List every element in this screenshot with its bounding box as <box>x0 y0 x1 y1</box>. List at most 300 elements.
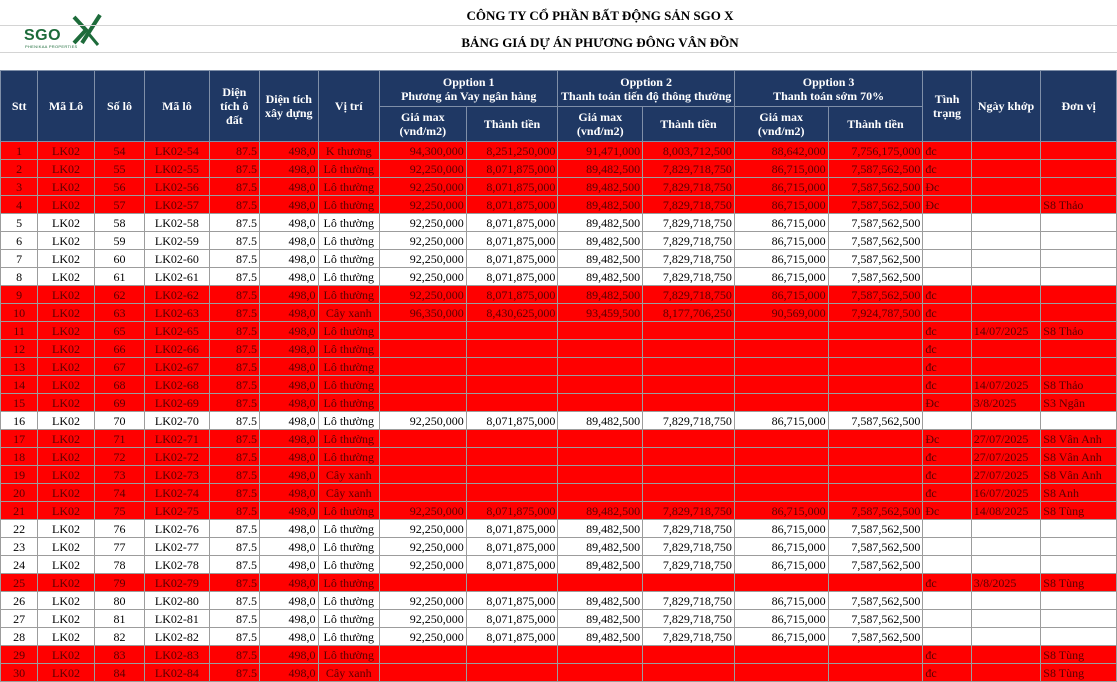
cell-ma-lo[interactable]: LK02 <box>38 160 94 178</box>
cell-opt2-thanh-tien[interactable]: 7,829,718,750 <box>643 556 735 574</box>
cell-so-lo[interactable]: 56 <box>94 178 144 196</box>
cell-opt3-gia-max[interactable]: 86,715,000 <box>734 196 828 214</box>
cell-stt[interactable]: 20 <box>1 484 38 502</box>
cell-ngay-khop[interactable] <box>971 592 1041 610</box>
cell-ngay-khop[interactable] <box>971 196 1041 214</box>
cell-ma-lo[interactable]: LK02 <box>38 592 94 610</box>
cell-opt2-gia-max[interactable]: 89,482,500 <box>558 250 643 268</box>
cell-vi-tri[interactable]: Lô thường <box>318 430 379 448</box>
cell-opt2-thanh-tien[interactable]: 7,829,718,750 <box>643 196 735 214</box>
cell-stt[interactable]: 9 <box>1 286 38 304</box>
cell-opt2-gia-max[interactable]: 89,482,500 <box>558 610 643 628</box>
cell-opt1-gia-max[interactable] <box>380 394 467 412</box>
cell-opt3-gia-max[interactable]: 90,569,000 <box>734 304 828 322</box>
cell-opt1-thanh-tien[interactable]: 8,071,875,000 <box>466 178 558 196</box>
cell-so-lo[interactable]: 63 <box>94 304 144 322</box>
cell-opt1-thanh-tien[interactable]: 8,430,625,000 <box>466 304 558 322</box>
cell-opt2-thanh-tien[interactable]: 7,829,718,750 <box>643 610 735 628</box>
cell-opt3-thanh-tien[interactable]: 7,587,562,500 <box>828 214 923 232</box>
cell-opt3-thanh-tien[interactable] <box>828 574 923 592</box>
cell-dien-tich-dat[interactable]: 87.5 <box>209 214 259 232</box>
cell-ma-lo-code[interactable]: LK02-70 <box>145 412 210 430</box>
cell-dien-tich-dat[interactable]: 87.5 <box>209 466 259 484</box>
cell-ma-lo[interactable]: LK02 <box>38 574 94 592</box>
cell-opt2-thanh-tien[interactable]: 7,829,718,750 <box>643 286 735 304</box>
cell-dien-tich-xay-dung[interactable]: 498,0 <box>260 448 318 466</box>
cell-ma-lo-code[interactable]: LK02-71 <box>145 430 210 448</box>
cell-ma-lo[interactable]: LK02 <box>38 538 94 556</box>
header-opt2-thanh-tien[interactable]: Thành tiền <box>643 107 735 142</box>
cell-opt3-thanh-tien[interactable]: 7,587,562,500 <box>828 286 923 304</box>
cell-ngay-khop[interactable] <box>971 214 1041 232</box>
cell-don-vi[interactable]: S8 Thảo <box>1041 196 1117 214</box>
cell-opt2-gia-max[interactable] <box>558 358 643 376</box>
cell-vi-tri[interactable]: Lô thường <box>318 394 379 412</box>
cell-opt1-gia-max[interactable] <box>380 466 467 484</box>
cell-opt2-gia-max[interactable]: 93,459,500 <box>558 304 643 322</box>
cell-vi-tri[interactable]: K thương <box>318 142 379 160</box>
cell-vi-tri[interactable]: Lô thường <box>318 358 379 376</box>
cell-ngay-khop[interactable] <box>971 268 1041 286</box>
cell-opt3-thanh-tien[interactable]: 7,587,562,500 <box>828 592 923 610</box>
cell-opt3-gia-max[interactable]: 86,715,000 <box>734 412 828 430</box>
cell-dien-tich-xay-dung[interactable]: 498,0 <box>260 358 318 376</box>
cell-dien-tich-dat[interactable]: 87.5 <box>209 628 259 646</box>
cell-opt3-gia-max[interactable]: 86,715,000 <box>734 520 828 538</box>
cell-don-vi[interactable] <box>1041 340 1117 358</box>
cell-don-vi[interactable] <box>1041 304 1117 322</box>
cell-vi-tri[interactable]: Cây xanh <box>318 484 379 502</box>
cell-opt2-thanh-tien[interactable] <box>643 322 735 340</box>
cell-tinh-trang[interactable]: Đc <box>923 394 971 412</box>
cell-opt3-gia-max[interactable]: 86,715,000 <box>734 286 828 304</box>
cell-tinh-trang[interactable]: đc <box>923 466 971 484</box>
cell-vi-tri[interactable]: Lô thường <box>318 232 379 250</box>
cell-tinh-trang[interactable]: đc <box>923 574 971 592</box>
cell-ma-lo-code[interactable]: LK02-66 <box>145 340 210 358</box>
cell-ngay-khop[interactable]: 16/07/2025 <box>971 484 1041 502</box>
cell-don-vi[interactable]: S8 Vân Anh <box>1041 448 1117 466</box>
cell-ma-lo[interactable]: LK02 <box>38 412 94 430</box>
cell-don-vi[interactable]: S8 Vân Anh <box>1041 466 1117 484</box>
cell-so-lo[interactable]: 71 <box>94 430 144 448</box>
cell-dien-tich-dat[interactable]: 87.5 <box>209 646 259 664</box>
cell-ma-lo[interactable]: LK02 <box>38 142 94 160</box>
cell-opt1-gia-max[interactable]: 92,250,000 <box>380 214 467 232</box>
cell-tinh-trang[interactable]: Đc <box>923 196 971 214</box>
cell-vi-tri[interactable]: Lô thường <box>318 520 379 538</box>
cell-ma-lo-code[interactable]: LK02-68 <box>145 376 210 394</box>
cell-opt1-gia-max[interactable] <box>380 484 467 502</box>
cell-stt[interactable]: 15 <box>1 394 38 412</box>
cell-tinh-trang[interactable] <box>923 592 971 610</box>
cell-ma-lo-code[interactable]: LK02-76 <box>145 520 210 538</box>
header-dien-tich-dat[interactable]: Diện tích ô đất <box>209 71 259 142</box>
cell-dien-tich-xay-dung[interactable]: 498,0 <box>260 646 318 664</box>
cell-tinh-trang[interactable] <box>923 520 971 538</box>
cell-dien-tich-xay-dung[interactable]: 498,0 <box>260 268 318 286</box>
cell-tinh-trang[interactable]: Đc <box>923 502 971 520</box>
cell-opt2-gia-max[interactable] <box>558 646 643 664</box>
cell-ma-lo[interactable]: LK02 <box>38 358 94 376</box>
cell-don-vi[interactable]: S8 Tùng <box>1041 574 1117 592</box>
cell-opt3-gia-max[interactable] <box>734 340 828 358</box>
cell-stt[interactable]: 16 <box>1 412 38 430</box>
cell-stt[interactable]: 26 <box>1 592 38 610</box>
cell-so-lo[interactable]: 66 <box>94 340 144 358</box>
cell-so-lo[interactable]: 65 <box>94 322 144 340</box>
cell-vi-tri[interactable]: Lô thường <box>318 268 379 286</box>
header-opt3-gia-max[interactable]: Giá max (vnđ/m2) <box>734 107 828 142</box>
cell-ma-lo[interactable]: LK02 <box>38 394 94 412</box>
cell-ma-lo-code[interactable]: LK02-55 <box>145 160 210 178</box>
cell-ngay-khop[interactable] <box>971 556 1041 574</box>
cell-opt2-gia-max[interactable] <box>558 466 643 484</box>
cell-dien-tich-xay-dung[interactable]: 498,0 <box>260 286 318 304</box>
cell-opt1-thanh-tien[interactable]: 8,071,875,000 <box>466 286 558 304</box>
cell-opt3-thanh-tien[interactable]: 7,587,562,500 <box>828 250 923 268</box>
cell-opt1-gia-max[interactable]: 92,250,000 <box>380 520 467 538</box>
cell-opt3-thanh-tien[interactable] <box>828 664 923 682</box>
cell-dien-tich-xay-dung[interactable]: 498,0 <box>260 502 318 520</box>
cell-opt2-thanh-tien[interactable]: 7,829,718,750 <box>643 178 735 196</box>
cell-dien-tich-xay-dung[interactable]: 498,0 <box>260 466 318 484</box>
header-opt2-gia-max[interactable]: Giá max (vnđ/m2) <box>558 107 643 142</box>
cell-opt3-thanh-tien[interactable] <box>828 376 923 394</box>
cell-opt2-thanh-tien[interactable] <box>643 394 735 412</box>
cell-ma-lo-code[interactable]: LK02-84 <box>145 664 210 682</box>
cell-opt2-thanh-tien[interactable]: 8,003,712,500 <box>643 142 735 160</box>
cell-ngay-khop[interactable] <box>971 646 1041 664</box>
cell-dien-tich-dat[interactable]: 87.5 <box>209 502 259 520</box>
cell-opt2-thanh-tien[interactable]: 7,829,718,750 <box>643 502 735 520</box>
cell-vi-tri[interactable]: Lô thường <box>318 538 379 556</box>
cell-opt1-gia-max[interactable]: 92,250,000 <box>380 628 467 646</box>
cell-ngay-khop[interactable] <box>971 142 1041 160</box>
cell-dien-tich-xay-dung[interactable]: 498,0 <box>260 556 318 574</box>
cell-dien-tich-xay-dung[interactable]: 498,0 <box>260 520 318 538</box>
cell-opt3-thanh-tien[interactable]: 7,756,175,000 <box>828 142 923 160</box>
cell-so-lo[interactable]: 76 <box>94 520 144 538</box>
cell-ngay-khop[interactable] <box>971 538 1041 556</box>
cell-ngay-khop[interactable] <box>971 232 1041 250</box>
cell-don-vi[interactable] <box>1041 556 1117 574</box>
cell-so-lo[interactable]: 55 <box>94 160 144 178</box>
cell-opt2-gia-max[interactable] <box>558 340 643 358</box>
cell-opt3-thanh-tien[interactable]: 7,587,562,500 <box>828 196 923 214</box>
cell-opt1-thanh-tien[interactable] <box>466 340 558 358</box>
cell-opt1-thanh-tien[interactable]: 8,071,875,000 <box>466 538 558 556</box>
cell-opt2-gia-max[interactable]: 89,482,500 <box>558 214 643 232</box>
cell-opt3-thanh-tien[interactable]: 7,587,562,500 <box>828 610 923 628</box>
cell-don-vi[interactable] <box>1041 286 1117 304</box>
cell-dien-tich-xay-dung[interactable]: 498,0 <box>260 142 318 160</box>
cell-opt2-thanh-tien[interactable]: 7,829,718,750 <box>643 592 735 610</box>
cell-so-lo[interactable]: 74 <box>94 484 144 502</box>
cell-don-vi[interactable] <box>1041 610 1117 628</box>
cell-ma-lo-code[interactable]: LK02-67 <box>145 358 210 376</box>
cell-tinh-trang[interactable]: đc <box>923 340 971 358</box>
cell-stt[interactable]: 18 <box>1 448 38 466</box>
cell-dien-tich-dat[interactable]: 87.5 <box>209 448 259 466</box>
cell-dien-tich-xay-dung[interactable]: 498,0 <box>260 322 318 340</box>
cell-opt2-gia-max[interactable]: 89,482,500 <box>558 538 643 556</box>
cell-opt3-gia-max[interactable]: 88,642,000 <box>734 142 828 160</box>
cell-ma-lo[interactable]: LK02 <box>38 268 94 286</box>
cell-don-vi[interactable] <box>1041 538 1117 556</box>
cell-dien-tich-xay-dung[interactable]: 498,0 <box>260 232 318 250</box>
cell-vi-tri[interactable]: Lô thường <box>318 160 379 178</box>
cell-opt2-gia-max[interactable]: 89,482,500 <box>558 520 643 538</box>
cell-don-vi[interactable] <box>1041 142 1117 160</box>
cell-dien-tich-xay-dung[interactable]: 498,0 <box>260 214 318 232</box>
cell-ngay-khop[interactable] <box>971 304 1041 322</box>
cell-opt3-thanh-tien[interactable]: 7,587,562,500 <box>828 232 923 250</box>
cell-opt2-gia-max[interactable] <box>558 430 643 448</box>
cell-stt[interactable]: 5 <box>1 214 38 232</box>
header-don-vi[interactable]: Đơn vị <box>1041 71 1117 142</box>
cell-opt2-gia-max[interactable] <box>558 322 643 340</box>
cell-opt2-thanh-tien[interactable]: 7,829,718,750 <box>643 520 735 538</box>
header-opt1-thanh-tien[interactable]: Thành tiền <box>466 107 558 142</box>
cell-tinh-trang[interactable] <box>923 232 971 250</box>
cell-opt1-gia-max[interactable]: 92,250,000 <box>380 538 467 556</box>
cell-opt2-thanh-tien[interactable]: 7,829,718,750 <box>643 214 735 232</box>
cell-dien-tich-dat[interactable]: 87.5 <box>209 340 259 358</box>
cell-opt1-gia-max[interactable]: 92,250,000 <box>380 232 467 250</box>
cell-ma-lo-code[interactable]: LK02-75 <box>145 502 210 520</box>
cell-opt2-gia-max[interactable] <box>558 664 643 682</box>
cell-ma-lo[interactable]: LK02 <box>38 232 94 250</box>
cell-stt[interactable]: 4 <box>1 196 38 214</box>
cell-opt3-gia-max[interactable]: 86,715,000 <box>734 268 828 286</box>
cell-opt1-thanh-tien[interactable]: 8,071,875,000 <box>466 160 558 178</box>
cell-opt1-gia-max[interactable]: 92,250,000 <box>380 178 467 196</box>
cell-opt1-thanh-tien[interactable]: 8,251,250,000 <box>466 142 558 160</box>
cell-vi-tri[interactable]: Cây xanh <box>318 664 379 682</box>
cell-don-vi[interactable]: S8 Tùng <box>1041 664 1117 682</box>
cell-dien-tich-dat[interactable]: 87.5 <box>209 142 259 160</box>
header-opt3-thanh-tien[interactable]: Thành tiền <box>828 107 923 142</box>
cell-opt1-thanh-tien[interactable] <box>466 574 558 592</box>
cell-ma-lo-code[interactable]: LK02-56 <box>145 178 210 196</box>
cell-ma-lo[interactable]: LK02 <box>38 196 94 214</box>
cell-tinh-trang[interactable]: đc <box>923 142 971 160</box>
cell-opt1-gia-max[interactable] <box>380 664 467 682</box>
cell-tinh-trang[interactable] <box>923 268 971 286</box>
cell-ma-lo-code[interactable]: LK02-59 <box>145 232 210 250</box>
cell-vi-tri[interactable]: Lô thường <box>318 610 379 628</box>
cell-vi-tri[interactable]: Lô thường <box>318 448 379 466</box>
cell-don-vi[interactable]: S8 Tùng <box>1041 646 1117 664</box>
header-option-2[interactable] <box>558 71 734 107</box>
cell-tinh-trang[interactable]: đc <box>923 304 971 322</box>
cell-dien-tich-dat[interactable]: 87.5 <box>209 160 259 178</box>
cell-opt2-thanh-tien[interactable]: 7,829,718,750 <box>643 232 735 250</box>
cell-opt2-thanh-tien[interactable] <box>643 664 735 682</box>
cell-vi-tri[interactable]: Lô thường <box>318 340 379 358</box>
header-ngay-khop[interactable]: Ngày khớp <box>971 71 1041 142</box>
cell-opt2-thanh-tien[interactable] <box>643 574 735 592</box>
cell-opt1-thanh-tien[interactable] <box>466 430 558 448</box>
cell-dien-tich-dat[interactable]: 87.5 <box>209 430 259 448</box>
cell-opt2-thanh-tien[interactable]: 7,829,718,750 <box>643 538 735 556</box>
cell-ma-lo-code[interactable]: LK02-63 <box>145 304 210 322</box>
cell-ngay-khop[interactable]: 27/07/2025 <box>971 430 1041 448</box>
cell-opt3-gia-max[interactable] <box>734 376 828 394</box>
cell-tinh-trang[interactable]: đc <box>923 286 971 304</box>
cell-stt[interactable]: 7 <box>1 250 38 268</box>
cell-ngay-khop[interactable]: 14/08/2025 <box>971 502 1041 520</box>
cell-opt3-thanh-tien[interactable]: 7,587,562,500 <box>828 556 923 574</box>
cell-opt3-thanh-tien[interactable] <box>828 358 923 376</box>
cell-tinh-trang[interactable]: đc <box>923 484 971 502</box>
cell-stt[interactable]: 14 <box>1 376 38 394</box>
cell-opt2-thanh-tien[interactable] <box>643 484 735 502</box>
cell-opt1-thanh-tien[interactable]: 8,071,875,000 <box>466 556 558 574</box>
cell-opt2-thanh-tien[interactable]: 7,829,718,750 <box>643 160 735 178</box>
cell-ngay-khop[interactable] <box>971 520 1041 538</box>
cell-opt2-thanh-tien[interactable] <box>643 448 735 466</box>
cell-stt[interactable]: 1 <box>1 142 38 160</box>
cell-opt2-gia-max[interactable] <box>558 376 643 394</box>
cell-stt[interactable]: 10 <box>1 304 38 322</box>
cell-opt1-thanh-tien[interactable]: 8,071,875,000 <box>466 502 558 520</box>
cell-dien-tich-dat[interactable]: 87.5 <box>209 484 259 502</box>
cell-opt2-thanh-tien[interactable] <box>643 376 735 394</box>
cell-ma-lo[interactable]: LK02 <box>38 664 94 682</box>
cell-ma-lo-code[interactable]: LK02-58 <box>145 214 210 232</box>
cell-stt[interactable]: 8 <box>1 268 38 286</box>
cell-dien-tich-dat[interactable]: 87.5 <box>209 592 259 610</box>
cell-opt1-thanh-tien[interactable]: 8,071,875,000 <box>466 250 558 268</box>
cell-opt3-thanh-tien[interactable]: 7,587,562,500 <box>828 538 923 556</box>
cell-so-lo[interactable]: 67 <box>94 358 144 376</box>
cell-opt1-gia-max[interactable]: 92,250,000 <box>380 268 467 286</box>
cell-so-lo[interactable]: 78 <box>94 556 144 574</box>
cell-opt1-gia-max[interactable] <box>380 448 467 466</box>
cell-dien-tich-dat[interactable]: 87.5 <box>209 412 259 430</box>
cell-opt3-gia-max[interactable]: 86,715,000 <box>734 628 828 646</box>
cell-opt1-thanh-tien[interactable] <box>466 664 558 682</box>
cell-dien-tich-dat[interactable]: 87.5 <box>209 250 259 268</box>
cell-dien-tich-dat[interactable]: 87.5 <box>209 196 259 214</box>
cell-tinh-trang[interactable]: đc <box>923 646 971 664</box>
cell-vi-tri[interactable]: Lô thường <box>318 376 379 394</box>
cell-so-lo[interactable]: 80 <box>94 592 144 610</box>
cell-ma-lo-code[interactable]: LK02-74 <box>145 484 210 502</box>
cell-opt3-gia-max[interactable] <box>734 574 828 592</box>
cell-opt1-thanh-tien[interactable]: 8,071,875,000 <box>466 412 558 430</box>
cell-opt3-thanh-tien[interactable] <box>828 322 923 340</box>
cell-tinh-trang[interactable]: Đc <box>923 178 971 196</box>
cell-don-vi[interactable]: S8 Thảo <box>1041 376 1117 394</box>
cell-opt1-thanh-tien[interactable] <box>466 448 558 466</box>
cell-opt2-gia-max[interactable]: 89,482,500 <box>558 196 643 214</box>
cell-opt3-gia-max[interactable]: 86,715,000 <box>734 160 828 178</box>
cell-dien-tich-dat[interactable]: 87.5 <box>209 376 259 394</box>
cell-ma-lo-code[interactable]: LK02-65 <box>145 322 210 340</box>
cell-so-lo[interactable]: 82 <box>94 628 144 646</box>
cell-stt[interactable]: 13 <box>1 358 38 376</box>
cell-opt3-gia-max[interactable]: 86,715,000 <box>734 592 828 610</box>
cell-ma-lo[interactable]: LK02 <box>38 646 94 664</box>
cell-opt3-gia-max[interactable] <box>734 484 828 502</box>
cell-ma-lo-code[interactable]: LK02-83 <box>145 646 210 664</box>
cell-dien-tich-dat[interactable]: 87.5 <box>209 520 259 538</box>
cell-don-vi[interactable]: S8 Anh <box>1041 484 1117 502</box>
cell-dien-tich-xay-dung[interactable]: 498,0 <box>260 250 318 268</box>
cell-so-lo[interactable]: 81 <box>94 610 144 628</box>
cell-opt3-thanh-tien[interactable]: 7,587,562,500 <box>828 412 923 430</box>
cell-vi-tri[interactable]: Lô thường <box>318 412 379 430</box>
cell-vi-tri[interactable]: Lô thường <box>318 196 379 214</box>
cell-opt3-gia-max[interactable]: 86,715,000 <box>734 502 828 520</box>
cell-opt2-gia-max[interactable]: 89,482,500 <box>558 160 643 178</box>
cell-tinh-trang[interactable] <box>923 628 971 646</box>
cell-opt1-gia-max[interactable]: 94,300,000 <box>380 142 467 160</box>
cell-opt2-gia-max[interactable]: 89,482,500 <box>558 592 643 610</box>
cell-opt1-thanh-tien[interactable] <box>466 646 558 664</box>
cell-stt[interactable]: 17 <box>1 430 38 448</box>
cell-don-vi[interactable]: S8 Vân Anh <box>1041 430 1117 448</box>
cell-opt2-thanh-tien[interactable]: 7,829,718,750 <box>643 628 735 646</box>
cell-stt[interactable]: 27 <box>1 610 38 628</box>
cell-opt2-gia-max[interactable]: 89,482,500 <box>558 502 643 520</box>
cell-dien-tich-xay-dung[interactable]: 498,0 <box>260 592 318 610</box>
cell-tinh-trang[interactable] <box>923 610 971 628</box>
cell-don-vi[interactable] <box>1041 358 1117 376</box>
cell-opt1-thanh-tien[interactable]: 8,071,875,000 <box>466 520 558 538</box>
cell-so-lo[interactable]: 73 <box>94 466 144 484</box>
cell-opt3-gia-max[interactable] <box>734 322 828 340</box>
cell-dien-tich-dat[interactable]: 87.5 <box>209 268 259 286</box>
cell-ma-lo[interactable]: LK02 <box>38 178 94 196</box>
cell-dien-tich-xay-dung[interactable]: 498,0 <box>260 178 318 196</box>
cell-tinh-trang[interactable]: đc <box>923 160 971 178</box>
cell-dien-tich-dat[interactable]: 87.5 <box>209 358 259 376</box>
cell-ngay-khop[interactable]: 27/07/2025 <box>971 448 1041 466</box>
cell-opt2-gia-max[interactable]: 89,482,500 <box>558 628 643 646</box>
cell-vi-tri[interactable]: Lô thường <box>318 286 379 304</box>
cell-so-lo[interactable]: 75 <box>94 502 144 520</box>
cell-opt1-thanh-tien[interactable]: 8,071,875,000 <box>466 232 558 250</box>
cell-so-lo[interactable]: 72 <box>94 448 144 466</box>
cell-vi-tri[interactable]: Lô thường <box>318 628 379 646</box>
cell-dien-tich-xay-dung[interactable]: 498,0 <box>260 628 318 646</box>
cell-ma-lo[interactable]: LK02 <box>38 376 94 394</box>
cell-stt[interactable]: 6 <box>1 232 38 250</box>
cell-don-vi[interactable] <box>1041 628 1117 646</box>
cell-dien-tich-xay-dung[interactable]: 498,0 <box>260 430 318 448</box>
cell-ma-lo[interactable]: LK02 <box>38 484 94 502</box>
cell-vi-tri[interactable]: Lô thường <box>318 250 379 268</box>
cell-dien-tich-xay-dung[interactable]: 498,0 <box>260 610 318 628</box>
cell-stt[interactable]: 22 <box>1 520 38 538</box>
cell-dien-tich-xay-dung[interactable]: 498,0 <box>260 394 318 412</box>
cell-opt2-thanh-tien[interactable] <box>643 340 735 358</box>
cell-opt1-thanh-tien[interactable] <box>466 358 558 376</box>
cell-dien-tich-xay-dung[interactable]: 498,0 <box>260 376 318 394</box>
cell-opt3-gia-max[interactable] <box>734 448 828 466</box>
cell-ma-lo[interactable]: LK02 <box>38 502 94 520</box>
cell-opt3-gia-max[interactable]: 86,715,000 <box>734 556 828 574</box>
cell-don-vi[interactable]: S8 Tùng <box>1041 502 1117 520</box>
cell-opt2-thanh-tien[interactable] <box>643 466 735 484</box>
cell-dien-tich-xay-dung[interactable]: 498,0 <box>260 160 318 178</box>
cell-opt1-gia-max[interactable] <box>380 322 467 340</box>
cell-opt2-gia-max[interactable]: 89,482,500 <box>558 268 643 286</box>
